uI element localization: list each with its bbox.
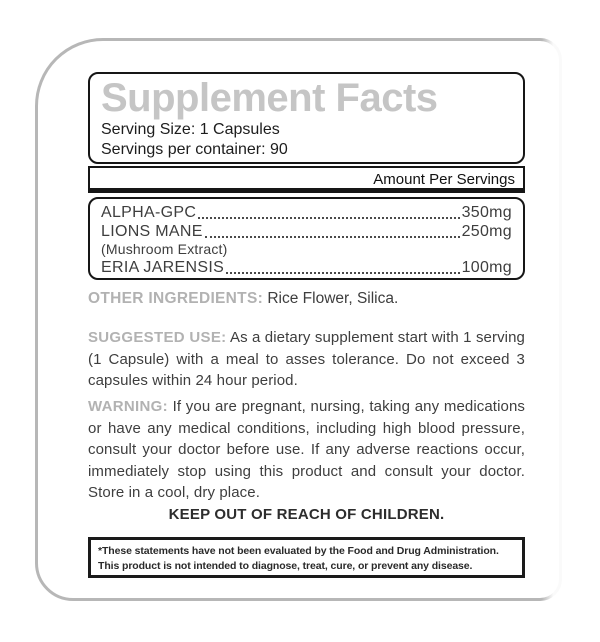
supplement-facts-header-box: [88, 72, 525, 164]
other-ingredients-row: [88, 289, 525, 308]
ingredient-amount: 250mg: [461, 223, 512, 240]
serving-size: Serving Size: 1 Capsules: [101, 121, 280, 138]
suggested-use-label: SUGGESTED USE:: [88, 329, 227, 346]
amount-header-row: [88, 166, 525, 193]
ingredient-row: [101, 203, 512, 222]
other-ingredients-value: Rice Flower, Silica.: [267, 290, 399, 307]
ingredient-name: ERIA JARENSIS: [101, 259, 225, 276]
ingredient-amount: 100mg: [461, 259, 512, 276]
keep-out-of-reach-text: KEEP OUT OF REACH OF CHILDREN.: [168, 505, 445, 523]
suggested-use-paragraph: [88, 327, 525, 392]
warning-text: If you are pregnant, nursing, taking any medications or have any medical conditions, including high blood pressure, consult your doctor before use. If any adverse reactions occur, immediately stop using this product and consult your doctor. Store in a cool, dry place.: [88, 398, 525, 501]
ingredient-amount: 350mg: [461, 204, 512, 221]
servings-per-container: Servings per container: 90: [101, 141, 288, 158]
ingredient-name: ALPHA-GPC: [101, 204, 197, 221]
ingredients-box: [88, 197, 525, 280]
warning-paragraph: [88, 396, 525, 525]
warning-body: [88, 396, 525, 504]
ingredient-row: [101, 222, 512, 241]
ingredient-name: LIONS MANE: [101, 223, 203, 240]
leader-dots: [226, 272, 460, 274]
leader-dots: [198, 217, 459, 219]
suggested-use-text: As a dietary supplement start with 1 serving (1 Capsule) with a meal to asses tolerance. Do not exceed 3 capsules within 24 hour period.: [88, 329, 525, 389]
leader-dots: [205, 236, 460, 238]
disclaimer-line-1: *These statements have not been evaluated by the Food and Drug Administration.: [98, 545, 499, 557]
warning-label: WARNING:: [88, 398, 168, 415]
fda-disclaimer-box: [88, 537, 525, 578]
ingredient-row: [101, 258, 512, 277]
supplement-facts-title: Supplement Facts: [101, 76, 438, 120]
other-ingredients-label: OTHER INGREDIENTS:: [88, 290, 264, 307]
amount-header-label: Amount Per Servings: [373, 171, 515, 188]
frame-right-fade: [542, 38, 562, 601]
disclaimer-line-2: This product is not intended to diagnose, treat, cure, or prevent any disease.: [98, 560, 473, 572]
ingredient-note: (Mushroom Extract): [101, 241, 228, 257]
